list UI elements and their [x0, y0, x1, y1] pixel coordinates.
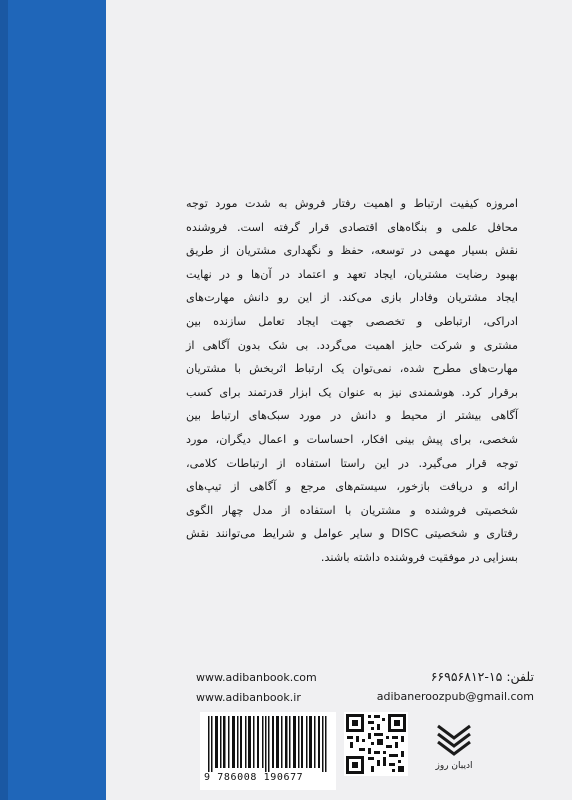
blurb-line: مشتری و شرکت حایز اهمیت می‌گردد. بی شک بدون آگاهی از [186, 338, 518, 352]
blurb-line: نقش بسیار مهمی در توسعه، حفظ و نگهداری مشتریان از طریق [186, 244, 518, 258]
back-cover-blurb [186, 192, 518, 570]
blurb-line: شخصیتی فروشنده و مشتریان با استفاده از مدل چهار الگوی [186, 503, 518, 517]
blurb-line: ادراکی، ارتباطی و تخصصی جهت ایجاد تعامل سازنده بین [186, 314, 518, 328]
email-address: adibaneroozpub@gmail.com [376, 690, 534, 703]
website-com: www.adibanbook.com [196, 671, 317, 684]
publisher-emblem-icon [434, 716, 474, 756]
blurb-line: آگاهی بیشتر از محیط و دانش در مورد سبک‌های ارتباط بین [186, 409, 518, 423]
blurb-line: بهبود رضایت مشتریان، ایجاد تعهد و اعتماد در آن‌ها و در نهایت [186, 267, 518, 281]
book-spine-band [0, 0, 106, 800]
website-ir: www.adibanbook.ir [196, 691, 301, 704]
blurb-line: توجه قرار می‌گیرد. در این راستا استفاده از ارتباطات کلامی، [186, 456, 518, 470]
blurb-line: برقرار کرد. هوشمندی نیز به عنوان یک ابزار قدرتمند برای کسب [186, 385, 518, 399]
publisher-websites [196, 668, 326, 708]
blurb-line: مهارت‌های مطرح شده، نمی‌توان یک ارتباط اثربخش با مشتریان [186, 362, 518, 376]
isbn-barcode [200, 712, 336, 790]
blurb-line: امروزه کیفیت ارتباط و اهمیت رفتار فروش به شدت مورد توجه [186, 197, 518, 210]
publisher-name: ادیبان روز [435, 761, 473, 771]
blurb-line: محافل علمی و بنگاه‌های اقتصادی قرار گرفته است. فروشنده [186, 220, 518, 234]
barcode-bars [206, 716, 330, 772]
publisher-contact [334, 668, 534, 703]
phone-number: تلفن: ۱۵-۶۶۹۵۶۸۱۲ [430, 669, 534, 684]
blurb-line: ارائه و دریافت بازخور، سیستم‌های مرجع و آگاهی از تیپ‌های [186, 480, 518, 494]
publisher-logo [426, 716, 482, 780]
qr-code [344, 712, 408, 776]
blurb-line: بسزایی در موفقیت فروشنده داشته باشند. [320, 550, 518, 564]
blurb-line: شخصی، برای پیش بینی افکار، احساسات و اعمال دیگران، مورد [186, 432, 518, 446]
spine-edge [0, 0, 8, 800]
blurb-line: رفتاری و شخصیتی DISC و سایر عوامل و شرایط می‌توانند نقش [186, 527, 518, 541]
blurb-line: ایجاد مشتریان وفادار بازی می‌کند. از این رو دانش مهارت‌های [186, 291, 518, 305]
isbn-number: 9 786008 190677 [204, 772, 304, 783]
